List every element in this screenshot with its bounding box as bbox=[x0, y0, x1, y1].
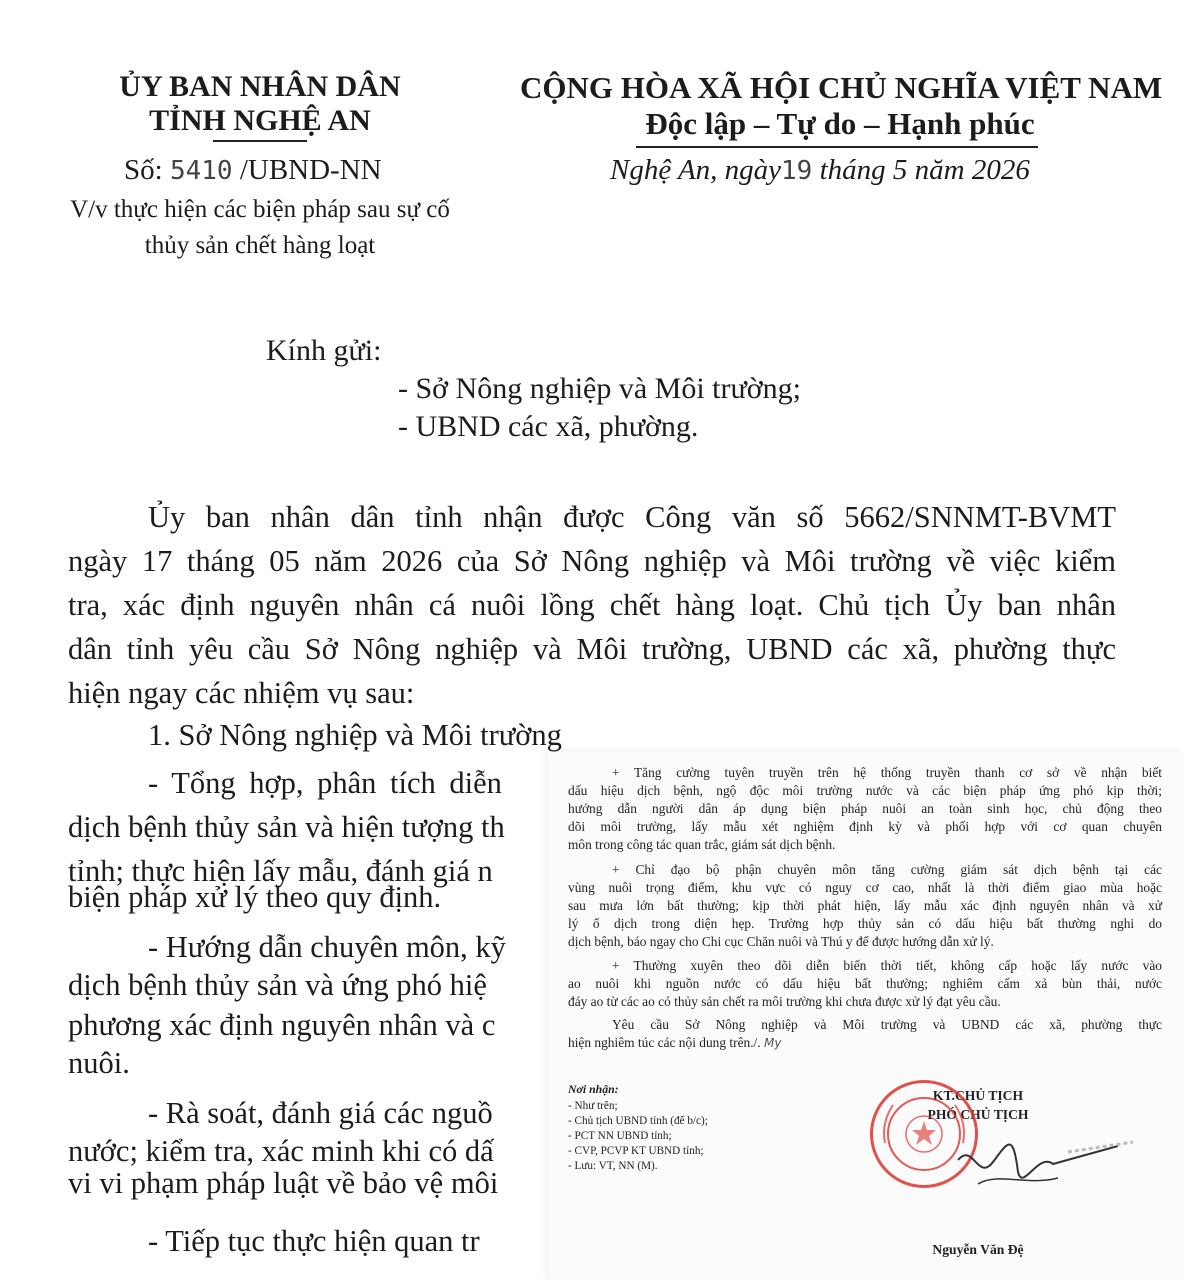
header-underline-left bbox=[213, 140, 307, 142]
number-prefix: Số: bbox=[124, 154, 163, 186]
greeting: Kính gửi: bbox=[266, 334, 382, 367]
body-line: - Tổng hợp, phân tích diễn bbox=[148, 766, 502, 800]
date-suffix: tháng 5 năm 2026 bbox=[819, 154, 1030, 186]
page2-line: + Tăng cường tuyên truyền trên hệ thống truyền thanh cơ sở về nhận biết bbox=[612, 765, 1162, 780]
closing-initials: My bbox=[763, 1036, 782, 1050]
signature-icon bbox=[918, 1112, 1138, 1202]
body-line: tỉnh; thực hiện lấy mẫu, đánh giá n bbox=[68, 854, 493, 888]
page-two-excerpt bbox=[548, 752, 1184, 1280]
signer-title-2: PHÓ CHỦ TỊCH bbox=[927, 1107, 1029, 1122]
body-line: nước; kiểm tra, xác minh khi có dấ bbox=[68, 1134, 494, 1168]
document-number bbox=[124, 154, 382, 187]
body-line: nuôi. bbox=[68, 1046, 130, 1080]
subject-line-1: V/v thực hiện các biện pháp sau sự cố bbox=[70, 196, 450, 223]
recipients-item: - PCT NN UBND tỉnh; bbox=[568, 1130, 672, 1142]
signer-title-1: KT.CHỦ TỊCH bbox=[932, 1088, 1024, 1103]
date-day: 19 bbox=[781, 156, 813, 186]
org-name: ỦY BAN NHÂN DÂN bbox=[119, 70, 401, 103]
date-prefix: Nghệ An, ngày bbox=[610, 154, 782, 186]
body-intro-line: tra, xác định nguyên nhân cá nuôi lồng chết hàng loạt. Chủ tịch Ủy ban nhân bbox=[68, 588, 1116, 622]
recipients-title: Nơi nhận: bbox=[568, 1082, 619, 1096]
page2-line: ao nuôi khi nguồn nước có dấu hiệu bất thường; nghiêm cấm xả bùn thải, nước bbox=[568, 976, 1162, 991]
page2-line: + Chỉ đạo bộ phận chuyên môn tăng cường giám sát dịch bệnh tại các bbox=[612, 862, 1162, 877]
recipients-item: - CVP, PCVP KT UBND tỉnh; bbox=[568, 1145, 704, 1157]
body-intro-line: hiện ngay các nhiệm vụ sau: bbox=[68, 676, 415, 710]
page2-line: dịch bệnh, báo ngay cho Chi cục Chăn nuôi và Thú y để được hướng dẫn xử lý. bbox=[568, 934, 994, 949]
page2-line: hướng dẫn người dân áp dụng biện pháp nuôi an toàn sinh học, chủ động theo bbox=[568, 801, 1162, 816]
body-line: - Hướng dẫn chuyên môn, kỹ bbox=[148, 930, 506, 964]
body-line: - Tiếp tục thực hiện quan tr bbox=[148, 1224, 480, 1258]
document-date bbox=[610, 154, 1030, 187]
section-heading: 1. Sở Nông nghiệp và Môi trường bbox=[148, 718, 562, 752]
body-intro-line: dân tỉnh yêu cầu Sở Nông nghiệp và Môi trường, UBND các xã, phường thực bbox=[68, 632, 1116, 666]
page2-line: dấu hiệu dịch bệnh, ngộ độc môi trường nước và các biện pháp ứng phó kịp thời; bbox=[568, 783, 1162, 798]
body-intro-line: ngày 17 tháng 05 năm 2026 của Sở Nông nghiệp và Môi trường về việc kiểm bbox=[68, 544, 1116, 578]
page2-line: môn trong công tác quan trắc, giám sát dịch bệnh. bbox=[568, 837, 836, 852]
body-line: phương xác định nguyên nhân và c bbox=[68, 1008, 496, 1042]
page2-line: lý ổ dịch trong diện hẹp. Trường hợp thủy sản có dấu hiệu bất thường nghi do bbox=[568, 916, 1162, 931]
page2-line: vùng nuôi trọng điểm, khu vực có nguy cơ cao, nhất là thời điểm giao mùa hoặc bbox=[568, 880, 1162, 895]
number-handwritten: 5410 bbox=[169, 156, 233, 186]
body-intro-line: Ủy ban nhân dân tỉnh nhận được Công văn số 5662/SNNMT-BVMT bbox=[148, 500, 1116, 534]
motto: Độc lập – Tự do – Hạnh phúc bbox=[645, 106, 1035, 141]
nation-title: CỘNG HÒA XÃ HỘI CHỦ NGHĨA VIỆT NAM bbox=[520, 70, 1163, 105]
province-name: TỈNH NGHỆ AN bbox=[149, 104, 371, 137]
closing-text: hiện nghiêm túc các nội dung trên./. bbox=[568, 1035, 761, 1050]
body-line: biện pháp xử lý theo quy định. bbox=[68, 880, 442, 914]
recipient-item: - UBND các xã, phường. bbox=[398, 410, 699, 443]
header-underline-right bbox=[636, 146, 1038, 148]
body-line: dịch bệnh thủy sản và ứng phó hiệ bbox=[68, 968, 487, 1002]
body-line: vi vi phạm pháp luật về bảo vệ môi bbox=[68, 1166, 499, 1200]
recipient-item: - Sở Nông nghiệp và Môi trường; bbox=[398, 372, 801, 405]
page2-closing-line bbox=[568, 1035, 781, 1051]
page2-line: sau mưa lớn bất thường; kịp thời phát hiện, lấy mẫu xác định nguyên nhân và xử bbox=[568, 898, 1162, 913]
page2-line: + Thường xuyên theo dõi diễn biến thời tiết, không cấp hoặc lấy nước vào bbox=[612, 958, 1162, 973]
page2-closing-line: Yêu cầu Sở Nông nghiệp và Môi trường và UBND các xã, phường thực bbox=[612, 1017, 1162, 1032]
page2-line: đáy ao từ các ao có thủy sản chết ra môi trường khi chưa được xử lý đạt yêu cầu. bbox=[568, 994, 1001, 1009]
number-suffix: /UBND-NN bbox=[239, 154, 382, 186]
recipients-item: - Chủ tịch UBND tỉnh (để b/c); bbox=[568, 1115, 708, 1127]
signer-name: Nguyễn Văn Đệ bbox=[932, 1242, 1024, 1257]
body-line: - Rà soát, đánh giá các nguồ bbox=[148, 1096, 493, 1130]
recipients-item: - Như trên; bbox=[568, 1100, 618, 1112]
body-line: dịch bệnh thủy sản và hiện tượng th bbox=[68, 810, 505, 844]
subject-line-2: thủy sản chết hàng loạt bbox=[144, 232, 376, 259]
recipients-item: - Lưu: VT, NN (M). bbox=[568, 1160, 658, 1172]
page2-line: dõi môi trường, lấy mẫu xét nghiệm định kỳ và phối hợp với cơ quan chuyên bbox=[568, 819, 1162, 834]
